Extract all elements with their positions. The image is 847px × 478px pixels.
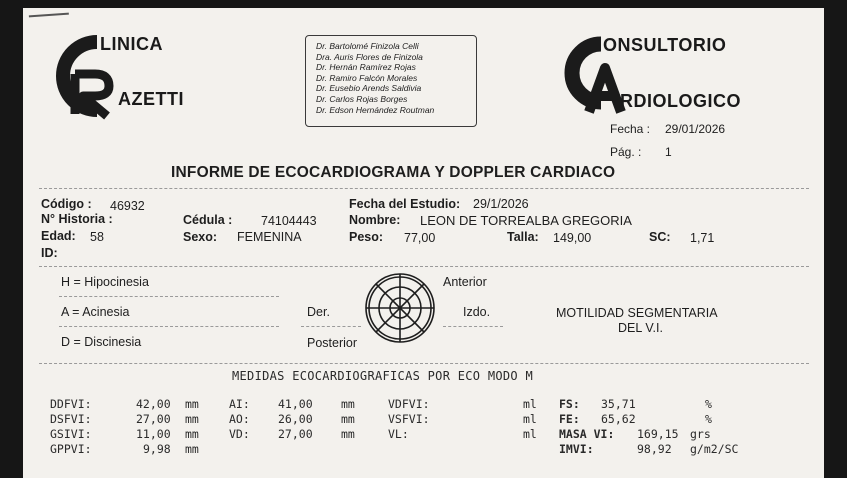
sc-value: 1,71 [690,231,715,245]
doctor-name: Dr. Ramiro Falcón Morales [316,72,418,83]
measure-value: 27,00 [278,427,313,441]
measure-value: 65,62 [601,412,636,426]
fecha-estudio-label: Fecha del Estudio: [349,197,461,211]
divider [39,266,809,267]
divider [39,363,809,364]
measure-unit: ml [523,412,537,426]
divider [443,326,503,327]
peso-value: 77,00 [404,231,436,245]
measure-value: 35,71 [601,397,636,411]
heart-segments-diagram-icon [362,272,438,344]
measure-unit: ml [523,397,537,411]
measure-label: FS: [559,397,580,411]
fecha-estudio-value: 29/1/2026 [473,197,529,211]
fecha-value: 29/01/2026 [665,122,726,136]
measure-value: 11,00 [136,427,171,441]
measure-label: VL: [388,427,409,441]
measure-label: DDFVI: [50,397,92,411]
legend-discinesia: D = Discinesia [61,335,142,349]
talla-label: Talla: [507,230,539,244]
measure-unit: mm [185,412,199,426]
measure-unit: mm [341,427,355,441]
measure-label: GPPVI: [50,442,92,456]
measure-unit: mm [185,427,199,441]
measure-label: DSFVI: [50,412,92,426]
measure-unit: mm [341,412,355,426]
measure-value: 41,00 [278,397,313,411]
consultorio-logo-line2: RDIOLOGICO [620,91,741,111]
legend-acinesia: A = Acinesia [61,305,130,319]
report-page [23,8,824,478]
pag-label: Pág. : [610,145,642,159]
measure-unit: ml [523,427,537,441]
measure-unit: grs [690,427,711,441]
measure-unit: mm [341,397,355,411]
posterior-label: Posterior [307,336,358,350]
consultorio-logo-line1: ONSULTORIO [603,35,727,55]
doctors-box [305,35,477,127]
report-title: INFORME DE ECOCARDIOGRAMA Y DOPPLER CARDIACO [171,164,616,181]
measures-heading: MEDIDAS ECOCARDIOGRAFICAS POR ECO MODO M [232,369,533,383]
measure-value: 9,98 [143,442,171,456]
cedula-value: 74104443 [261,214,317,228]
measure-unit: % [705,397,712,411]
measure-label: VSFVI: [388,412,430,426]
izdo-label: Izdo. [463,305,491,319]
fecha-label: Fecha : [610,122,651,136]
measure-value: 42,00 [136,397,171,411]
peso-label: Peso: [349,230,384,244]
measure-unit: % [705,412,712,426]
measure-label: FE: [559,412,580,426]
doctor-name: Dr. Carlos Rojas Borges [316,93,408,104]
doctor-name: Dr. Hernán Ramírez Rojas [316,62,416,73]
divider [59,296,279,297]
codigo-label: Código : [41,197,92,211]
sexo-label: Sexo: [183,230,218,244]
measure-unit: g/m2/SC [690,442,739,456]
nombre-label: Nombre: [349,213,401,227]
measure-unit: mm [185,397,199,411]
measure-label: IMVI: [559,442,594,456]
measure-label: MASA VI: [559,427,615,441]
talla-value: 149,00 [553,231,592,245]
measure-label: VDFVI: [388,397,430,411]
pag-value: 1 [665,145,672,159]
legend-hipocinesia: H = Hipocinesia [61,275,149,289]
measure-value: 98,92 [637,442,672,456]
historia-label: N° Historia : [41,212,113,226]
divider [39,188,809,189]
pen-mark [29,13,69,22]
measure-value: 26,00 [278,412,313,426]
doctor-name: Dr. Eusebio Arends Saldivia [316,83,422,94]
sexo-value: FEMENINA [237,230,302,244]
doctor-name: Dra. Auris Flores de Finizola [316,51,423,62]
measure-value: 169,15 [637,427,679,441]
nombre-value: LEON DE TORREALBA GREGORIA [420,213,632,228]
measure-label: GSIVI: [50,427,92,441]
measure-unit: mm [185,442,199,456]
doctor-name: Dr. Edson Hernández Routman [316,104,435,115]
cedula-label: Cédula : [183,213,233,227]
id-label: ID: [41,246,58,260]
anterior-label: Anterior [443,275,487,289]
der-label: Der. [307,305,330,319]
doctor-name: Dr. Bartolomé Finizola Celli [316,41,419,51]
measure-label: VD: [229,427,250,441]
clinica-logo-line1: LINICA [100,34,163,54]
measure-label: AI: [229,397,250,411]
motilidad-title-line1: MOTILIDAD SEGMENTARIA [556,306,718,320]
divider [301,326,361,327]
measure-label: AO: [229,412,250,426]
measure-value: 27,00 [136,412,171,426]
edad-label: Edad: [41,229,76,243]
clinica-logo-line2: AZETTI [118,89,184,109]
edad-value: 58 [90,230,104,244]
sc-label: SC: [649,230,671,244]
motilidad-title-line2: DEL V.I. [618,321,663,335]
divider [59,326,279,327]
codigo-value: 46932 [110,199,145,213]
